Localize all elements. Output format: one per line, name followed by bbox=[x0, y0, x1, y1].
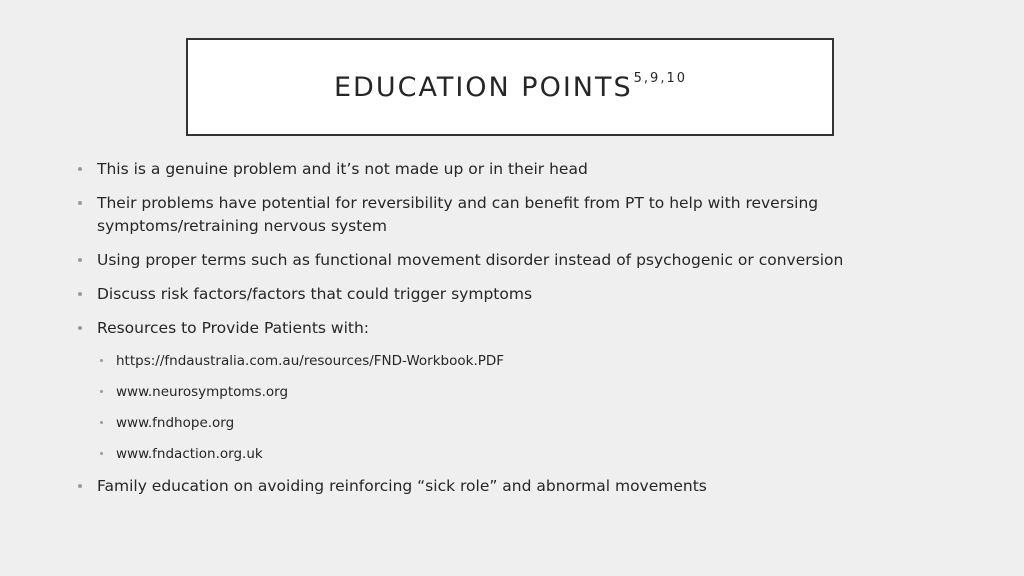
bullet-text: Family education on avoiding reinforcing “sick role” and abnormal movements bbox=[97, 477, 707, 495]
bullet-item bbox=[76, 475, 936, 498]
bullet-dot-icon bbox=[78, 484, 82, 488]
slide-title-text: EDUCATION POINTS bbox=[333, 71, 633, 103]
bullet-item bbox=[76, 283, 936, 306]
title-citation: 5,9,10 bbox=[633, 70, 687, 86]
slide-title bbox=[334, 72, 686, 103]
bullet-list bbox=[76, 158, 936, 509]
bullet-text: Their problems have potential for reversibility and can benefit from PT to help with reversing symptoms/retraining nervous system bbox=[97, 194, 819, 235]
bullet-dot-icon bbox=[78, 167, 82, 171]
bullet-dot-icon bbox=[78, 258, 82, 262]
bullet-text: This is a genuine problem and it’s not made up or in their head bbox=[97, 160, 588, 178]
sub-bullet-dot-icon bbox=[100, 421, 103, 424]
sub-bullet-dot-icon bbox=[100, 390, 103, 393]
bullet-item bbox=[76, 317, 936, 340]
bullet-item bbox=[76, 249, 936, 272]
bullet-dot-icon bbox=[78, 326, 82, 330]
sub-bullet-dot-icon bbox=[100, 359, 103, 362]
resource-link-fndhope[interactable]: www.fndhope.org bbox=[116, 415, 235, 431]
resource-link-fndaction[interactable]: www.fndaction.org.uk bbox=[116, 446, 263, 462]
resource-item bbox=[97, 444, 936, 464]
title-box bbox=[186, 38, 834, 136]
bullet-item bbox=[76, 192, 936, 238]
bullet-dot-icon bbox=[78, 292, 82, 296]
bullet-text: Discuss risk factors/factors that could trigger symptoms bbox=[97, 285, 533, 303]
resource-item bbox=[97, 413, 936, 433]
bullet-dot-icon bbox=[78, 201, 82, 205]
sub-bullet-dot-icon bbox=[100, 452, 103, 455]
resource-item bbox=[97, 382, 936, 402]
bullet-text: Using proper terms such as functional movement disorder instead of psychogenic or conversion bbox=[97, 251, 844, 269]
bullet-text: Resources to Provide Patients with: bbox=[97, 319, 370, 337]
resource-link-neurosymptoms[interactable]: www.neurosymptoms.org bbox=[116, 384, 289, 400]
resource-link-fndaustralia[interactable]: https://fndaustralia.com.au/resources/FND-Workbook.PDF bbox=[116, 353, 505, 369]
resource-item bbox=[97, 351, 936, 371]
bullet-item bbox=[76, 158, 936, 181]
